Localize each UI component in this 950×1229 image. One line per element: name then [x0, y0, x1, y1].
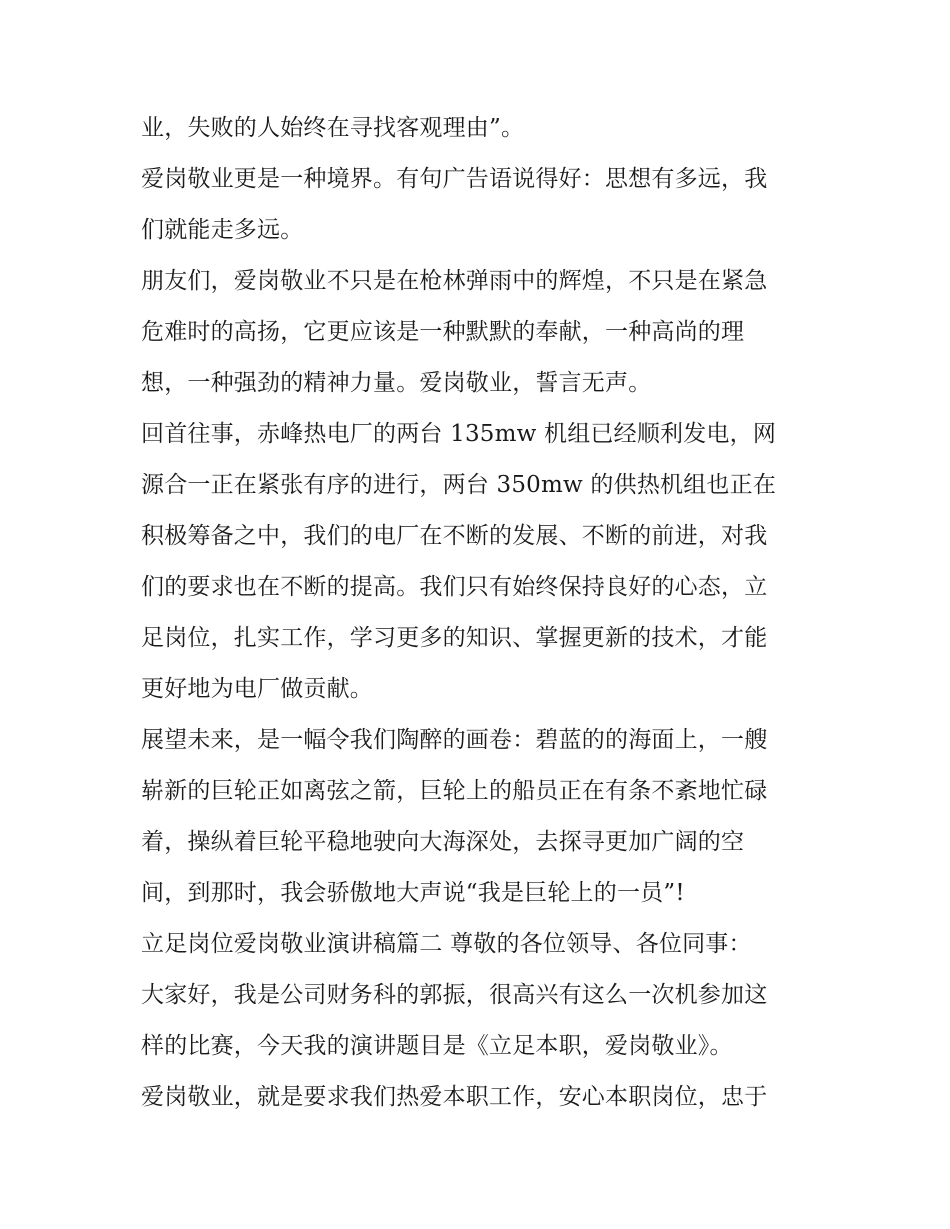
text-line: 崭新的巨轮正如离弦之箭，巨轮上的船员正在有条不紊地忙碌	[141, 778, 768, 804]
text-line: 回首往事，赤峰热电厂的两台 135mw 机组已经顺利发电，网	[141, 421, 777, 447]
text-line: 展望未来，是一幅令我们陶醉的画卷：碧蓝的的海面上，一艘	[141, 727, 768, 753]
text-line: 立足岗位爱岗敬业演讲稿篇二 尊敬的各位领导、各位同事：	[141, 931, 752, 957]
text-line: 源合一正在紧张有序的进行，两台 350mw 的供热机组也正在	[141, 472, 777, 498]
text-line: 爱岗敬业更是一种境界。有句广告语说得好：思想有多远，我	[141, 166, 768, 192]
text-line: 样的比赛，今天我的演讲题目是《立足本职，爱岗敬业》。	[141, 1033, 733, 1059]
text-line: 业，失败的人始终在寻找客观理由”。	[141, 115, 525, 141]
text-line: 们就能走多远。	[141, 217, 304, 243]
text-line: 们的要求也在不断的提高。我们只有始终保持良好的心态，立	[141, 574, 768, 600]
text-line: 朋友们，爱岗敬业不只是在枪林弹雨中的辉煌，不只是在紧急	[141, 268, 768, 294]
document-body	[141, 103, 821, 1123]
text-line: 爱岗敬业，就是要求我们热爱本职工作，安心本职岗位，忠于	[141, 1084, 768, 1110]
text-line: 间，到那时，我会骄傲地大声说“我是巨轮上的一员”!	[141, 880, 685, 906]
text-line: 危难时的高扬，它更应该是一种默默的奉献，一种高尚的理	[141, 319, 745, 345]
text-line: 大家好，我是公司财务科的郭振，很高兴有这么一次机参加这	[141, 982, 768, 1008]
text-line: 更好地为电厂做贡献。	[141, 676, 373, 702]
text-line: 足岗位，扎实工作，学习更多的知识、掌握更新的技术，才能	[141, 625, 768, 651]
text-line: 想，一种强劲的精神力量。爱岗敬业，誓言无声。	[141, 370, 652, 396]
text-line: 积极筹备之中，我们的电厂在不断的发展、不断的前进，对我	[141, 523, 768, 549]
text-line: 着，操纵着巨轮平稳地驶向大海深处，去探寻更加广阔的空	[141, 829, 745, 855]
